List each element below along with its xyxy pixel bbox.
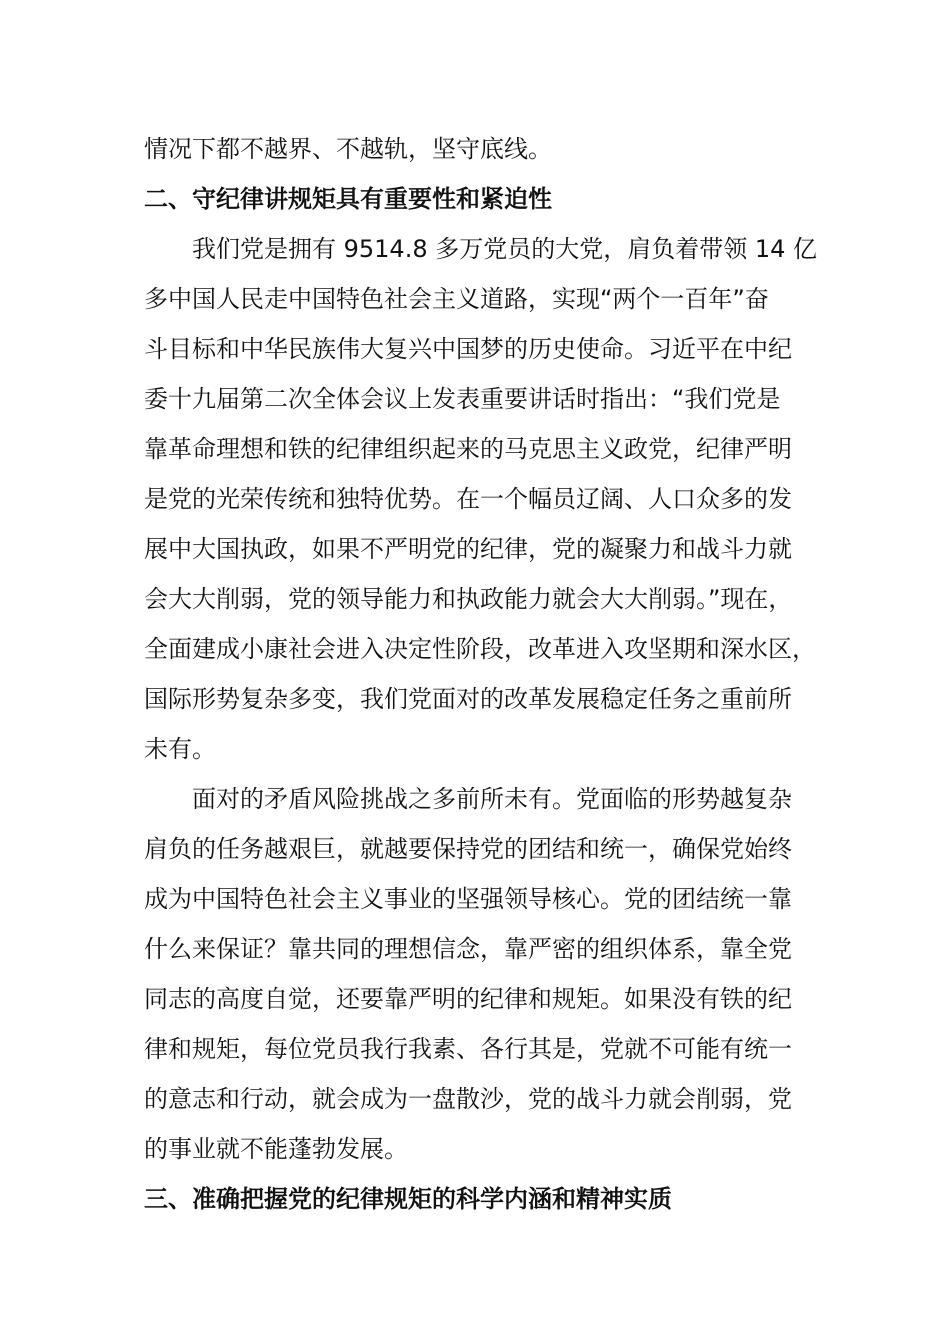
text-line: 多中国人民走中国特色社会主义道路，实现“两个一百年”奋 [144,285,769,313]
section-heading: 二、守纪律讲规矩具有重要性和紧迫性 [144,185,552,213]
text-line: 成为中国特色社会主义事业的坚强领导核心。党的团结统一靠 [144,885,792,913]
text-line: 委十九届第二次全体会议上发表重要讲话时指出：“我们党是 [144,385,781,413]
text-line: 的事业就不能蓬勃发展。 [144,1135,408,1163]
text-line: 肩负的任务越艰巨，就越要保持党的团结和统一，确保党始终 [144,835,792,863]
text-line: 靠革命理想和铁的纪律组织起来的马克思主义政党，纪律严明 [144,435,792,463]
text-line: 会大大削弱，党的领导能力和执政能力就会大大削弱。”现在， [144,585,793,613]
text-line: 情况下都不越界、不越轨，坚守底线。 [144,135,552,163]
text-line: 展中大国执政，如果不严明党的纪律，党的凝聚力和战斗力就 [144,535,792,563]
text-line: 什么来保证？靠共同的理想信念，靠严密的组织体系，靠全党 [144,935,792,963]
section-heading: 三、准确把握党的纪律规矩的科学内涵和精神实质 [144,1185,672,1213]
text-line: 律和规矩，每位党员我行我素、各行其是，党就不可能有统一 [144,1035,792,1063]
text-line: 斗目标和中华民族伟大复兴中国梦的历史使命。习近平在中纪 [144,335,792,363]
text-line: 全面建成小康社会进入决定性阶段，改革进入攻坚期和深水区， [144,635,816,663]
text-line: 未有。 [144,735,216,763]
text-line: 国际形势复杂多变，我们党面对的改革发展稳定任务之重前所 [144,685,792,713]
text-line: 的意志和行动，就会成为一盘散沙，党的战斗力就会削弱，党 [144,1085,792,1113]
text-line: 我们党是拥有 9514.8 多万党员的大党，肩负着带领 14 亿 [192,235,818,263]
text-line: 面对的矛盾风险挑战之多前所未有。党面临的形势越复杂 [192,785,792,813]
text-line: 同志的高度自觉，还要靠严明的纪律和规矩。如果没有铁的纪 [144,985,792,1013]
text-line: 是党的光荣传统和独特优势。在一个幅员辽阔、人口众多的发 [144,485,792,513]
